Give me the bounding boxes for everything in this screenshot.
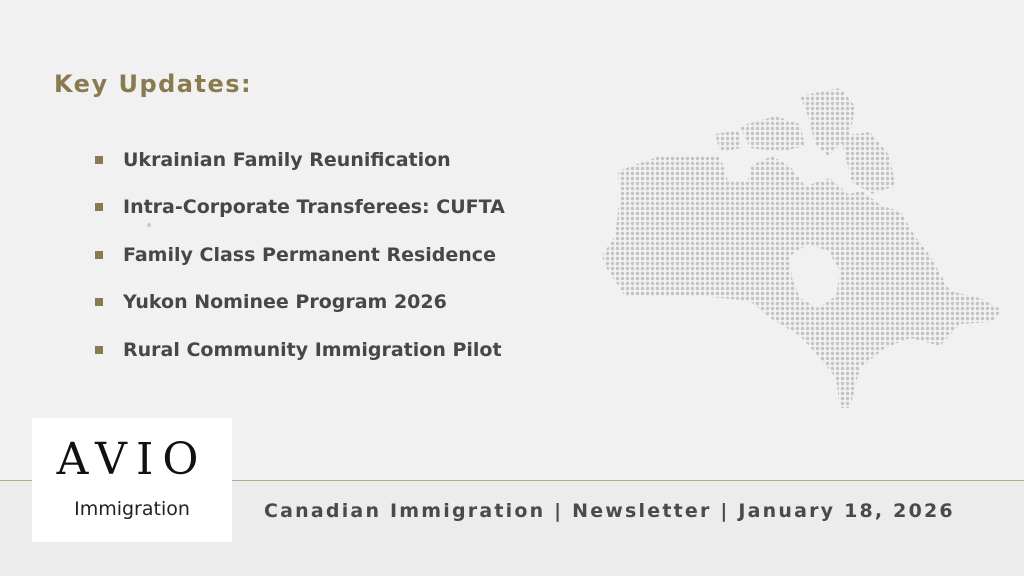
logo-subtitle: Immigration xyxy=(74,498,190,520)
map-arctic-island xyxy=(715,130,742,152)
footer-text: Canadian Immigration | Newsletter | January 18, 2026 xyxy=(264,500,955,522)
logo-wordmark: AVIO xyxy=(56,434,208,485)
logo xyxy=(32,418,232,542)
decorative-dot xyxy=(147,223,151,227)
bullet-icon xyxy=(95,346,103,354)
list-item xyxy=(95,279,505,327)
canada-dot-map-icon xyxy=(600,86,1005,411)
bullet-icon xyxy=(95,203,103,211)
list-item xyxy=(95,326,505,374)
map-arctic-island xyxy=(740,116,805,152)
bullet-icon xyxy=(95,156,103,164)
list-item xyxy=(95,184,505,232)
bullet-icon xyxy=(95,298,103,306)
map-arctic-island xyxy=(840,132,895,194)
bullet-icon xyxy=(95,251,103,259)
list-item xyxy=(95,136,505,184)
update-label: Yukon Nominee Program 2026 xyxy=(123,291,447,314)
list-item xyxy=(95,231,505,279)
update-label: Ukrainian Family Reunification xyxy=(123,148,451,171)
update-label: Intra-Corporate Transferees: CUFTA xyxy=(123,196,505,219)
update-label: Rural Community Immigration Pilot xyxy=(123,338,502,361)
update-label: Family Class Permanent Residence xyxy=(123,243,496,266)
key-updates-heading: Key Updates: xyxy=(54,70,253,98)
updates-list xyxy=(95,136,505,374)
